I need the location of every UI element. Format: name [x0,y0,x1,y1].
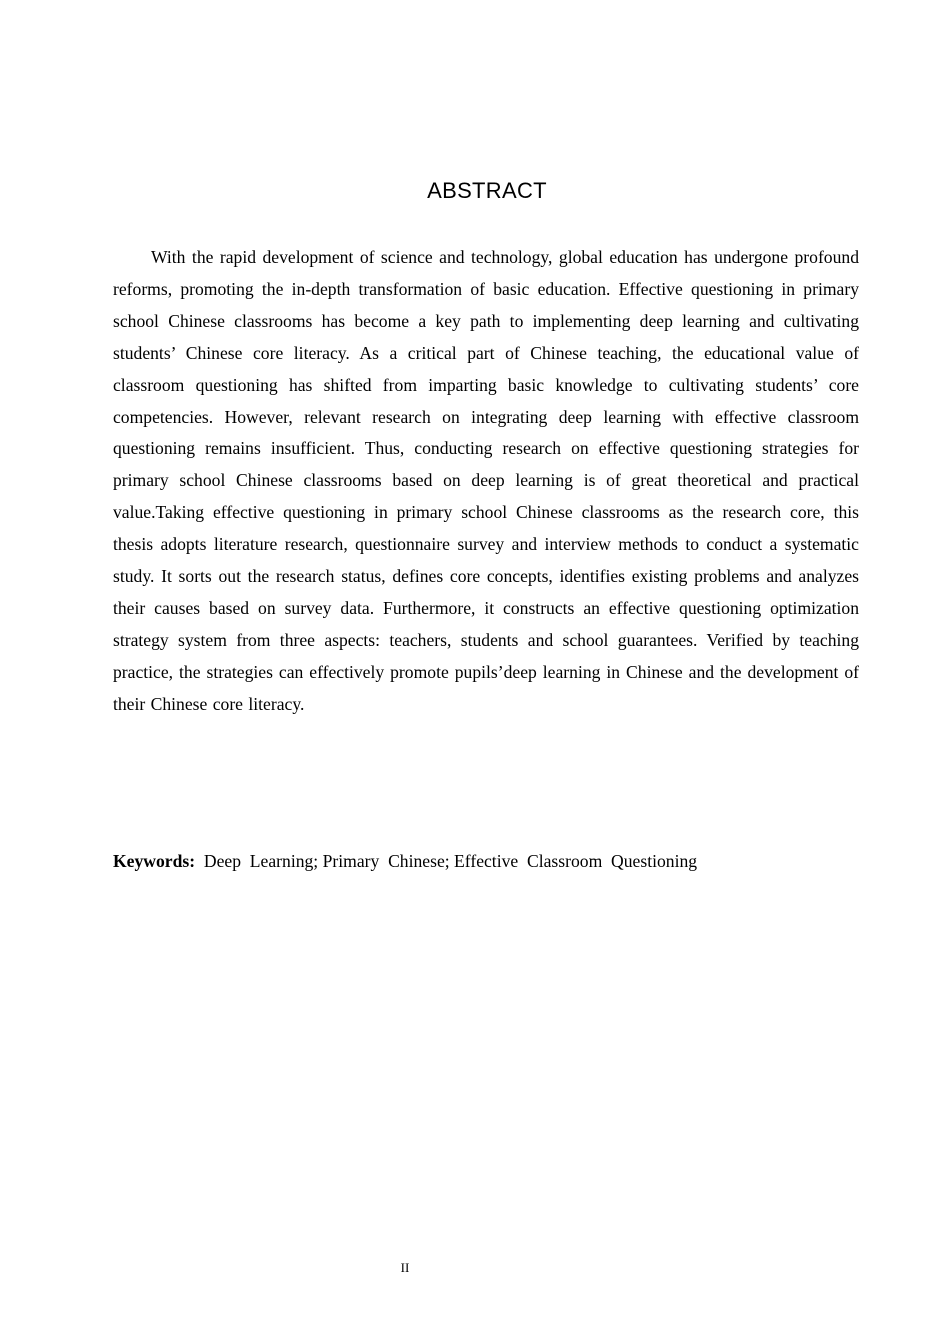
page-number: II [400,1260,410,1275]
abstract-title: ABSTRACT [427,178,547,203]
keywords-text: Deep Learning; Primary Chinese; Effective Classroom Questioning [195,851,698,871]
keywords-line [113,846,859,876]
keywords-label: Keywords: [113,851,196,871]
abstract-body: With the rapid development of science and technology, global education has undergone profound reforms, promoting the in-depth transformation of basic education. Effective questioning in primary school Chinese classrooms has become a key path to implementing deep learning and cultivating students’ Chinese core literacy. As a critical part of Chinese teaching, the educational value of classroom questioning has shifted from imparting basic knowledge to cultivating students’ core competencies. However, relevant research on integrating deep learning with effective classroom questioning remains insufficient. Thus, conducting research on effective questioning strategies for primary school Chinese classrooms based on deep learning is of great theoretical and practical value.Taking effective questioning in primary school Chinese classrooms as the research core, this thesis adopts literature research, questionnaire survey and interview methods to conduct a systematic study. It sorts out the research status, defines core concepts, identifies existing problems and analyzes their causes based on survey data. Furthermore, it constructs an effective questioning optimization strategy system from three aspects: teachers, students and school guarantees. Verified by teaching practice, the strategies can effectively promote pupils’deep learning in Chinese and the development of their Chinese core literacy. [113,247,859,714]
